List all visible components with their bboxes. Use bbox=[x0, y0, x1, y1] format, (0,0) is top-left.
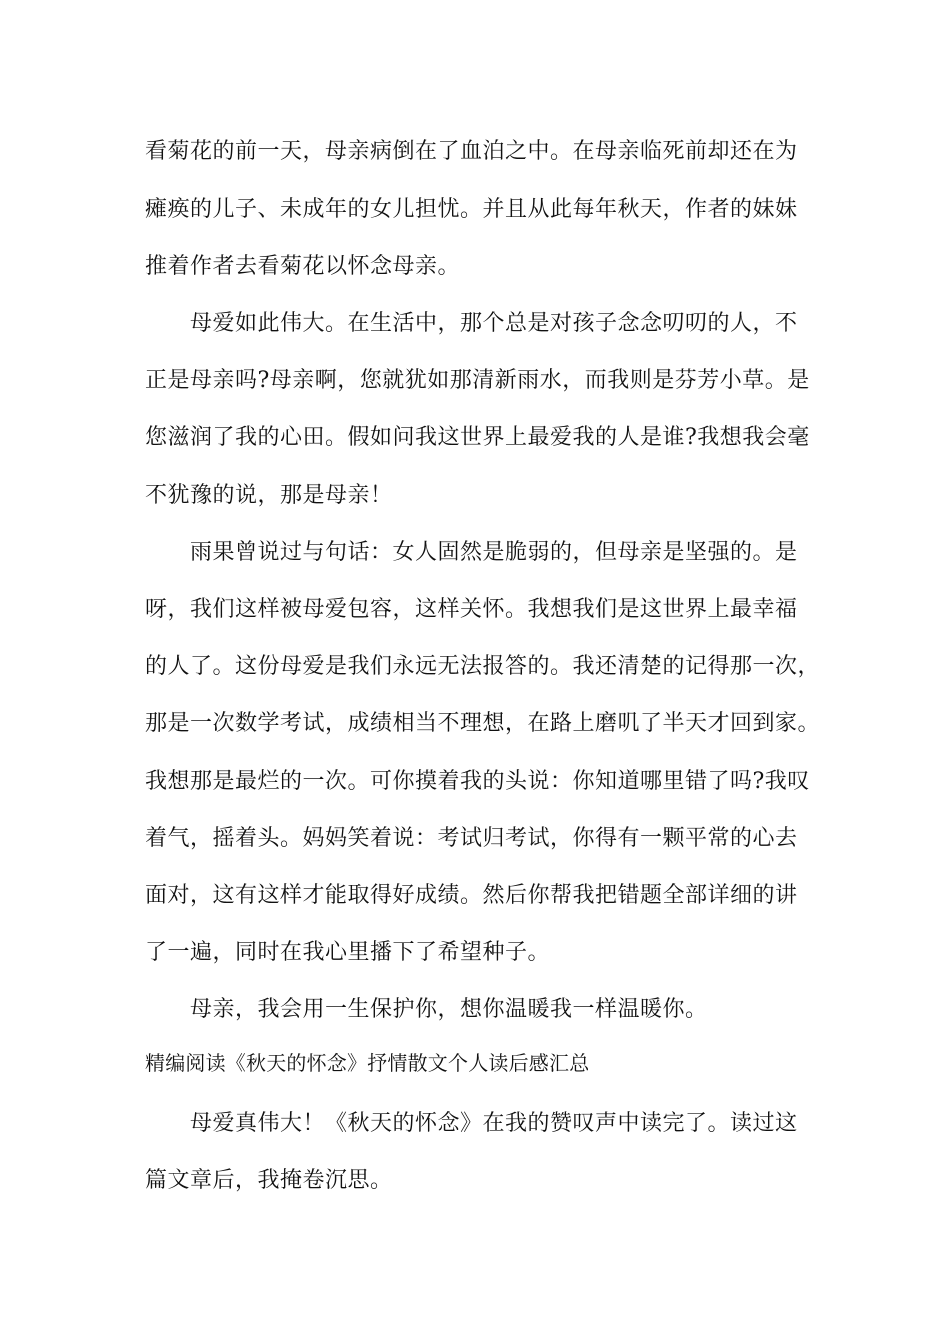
text-line: 推着作者去看菊花以怀念母亲。 bbox=[145, 254, 461, 279]
text-line: 的人了。这份母爱是我们永远无法报答的。我还清楚的记得那一次， bbox=[145, 654, 821, 679]
text-line: 面对，这有这样才能取得好成绩。然后你帮我把错题全部详细的讲 bbox=[145, 883, 798, 908]
text-line: 呀，我们这样被母爱包容，这样关怀。我想我们是这世界上最幸福 bbox=[145, 597, 798, 622]
text-line: 那是一次数学考试，成绩相当不理想，在路上磨叽了半天才回到家。 bbox=[145, 711, 821, 736]
text-line: 看菊花的前一天，母亲病倒在了血泊之中。在母亲临死前却还在为 bbox=[145, 139, 798, 164]
text-line: 不犹豫的说，那是母亲！ bbox=[145, 483, 393, 508]
paragraph-first-line: 母爱真伟大！《秋天的怀念》在我的赞叹声中读完了。读过这 bbox=[190, 1111, 798, 1136]
text-line: 瘫痪的儿子、未成年的女儿担忧。并且从此每年秋天，作者的妹妹 bbox=[145, 197, 798, 222]
paragraph-first-line: 母爱如此伟大。在生活中，那个总是对孩子念念叨叨的人，不 bbox=[190, 311, 798, 336]
paragraph-first-line: 母亲，我会用一生保护你，想你温暖我一样温暖你。 bbox=[190, 997, 708, 1022]
section-heading: 精编阅读《秋天的怀念》抒情散文个人读后感汇总 bbox=[145, 1051, 590, 1075]
text-line: 篇文章后，我掩卷沉思。 bbox=[145, 1168, 393, 1193]
text-line: 您滋润了我的心田。假如问我这世界上最爱我的人是谁?我想我会毫 bbox=[145, 425, 810, 450]
paragraph-first-line: 雨果曾说过与句话：女人固然是脆弱的，但母亲是坚强的。是 bbox=[190, 540, 798, 565]
text-line: 我想那是最烂的一次。可你摸着我的头说：你知道哪里错了吗?我叹 bbox=[145, 769, 810, 794]
text-line: 了一遍，同时在我心里播下了希望种子。 bbox=[145, 940, 551, 965]
text-line: 着气，摇着头。妈妈笑着说：考试归考试，你得有一颗平常的心去 bbox=[145, 826, 798, 851]
text-line: 正是母亲吗?母亲啊，您就犹如那清新雨水，而我则是芬芳小草。是 bbox=[145, 368, 810, 393]
